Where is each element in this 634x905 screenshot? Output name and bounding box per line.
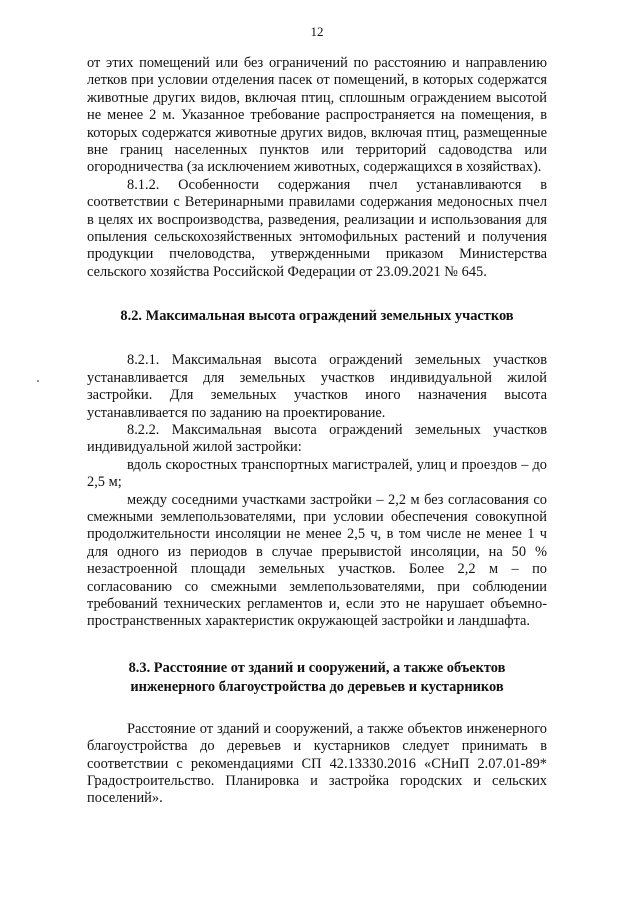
page-content — [87, 55, 547, 808]
scan-mark — [37, 380, 39, 382]
section-heading-8-3-line-2: инженерного благоустройства до деревьев и кустарников — [130, 678, 504, 695]
paragraph-8-2-1: 8.2.1. Максимальная высота ограждений земельных участков устанавливается для земельных участков индивидуальной жилой застройки. Для земельных участков иного назначения высота устанавливается по заданию на проектирование. — [87, 352, 547, 421]
paragraph-continuation: от этих помещений или без ограничений по расстоянию и направлению летков при условии отделения пасек от помещений, в которых содержатся животные других видов, включая птиц, сплошным ограждением высотой не менее 2 м. Указанное требование распространяется на помещения, в которых содержатся животные других видов, включая птиц, размещенные вне границ населенных пунктов или территорий садоводства или огородничества (за исключением животных, содержащихся в хозяйствах). — [87, 55, 547, 176]
paragraph-8-1-2: 8.1.2. Особенности содержания пчел устанавливаются в соответствии с Ветеринарными правилами содержания медоносных пчел в целях их воспроизводства, разведения, реализации и использования для опыления сельскохозяйственных энтомофильных растений и получения продукции пчеловодства, утвержденными приказом Министерства сельского хозяйства Российской Федерации от 23.09.2021 № 645. — [87, 176, 547, 280]
paragraph-along-highways: вдоль скоростных транспортных магистралей, улиц и проездов – до 2,5 м; — [87, 456, 547, 491]
section-heading-8-2: 8.2. Максимальная высота ограждений земельных участков — [120, 308, 514, 325]
paragraph-8-2-2: 8.2.2. Максимальная высота ограждений земельных участков индивидуальной жилой застройки: — [87, 421, 547, 456]
paragraph-8-3: Расстояние от зданий и сооружений, а также объектов инженерного благоустройства до деревьев и кустарников следует принимать в соответствии с рекомендациями СП 42.13330.2016 «СНиП 2.07.01-89* Градостроительство. Планировка и застройка городских и сельских поселений». — [87, 720, 547, 807]
section-heading-8-3-line-1: 8.3. Расстояние от зданий и сооружений, а также объектов — [128, 659, 506, 676]
page-number: 12 — [310, 24, 324, 39]
paragraph-between-plots: между соседними участками застройки – 2,2 м без согласования со смежными землепользователями, при условии обеспечения совокупной продолжительности инсоляции не менее 2,5 ч, в том числе не менее 1 ч для одного из периодов в случае прерывистой инсоляции, на 50 % незастроенной площади земельных участков. Более 2,2 м – по согласованию со смежными землепользователями, при соблюдении требований технических регламентов и, если это не нарушает объемно-пространственных характеристик окружающей застройки и ландшафта. — [87, 491, 547, 630]
section-heading-8-3 — [87, 659, 547, 697]
